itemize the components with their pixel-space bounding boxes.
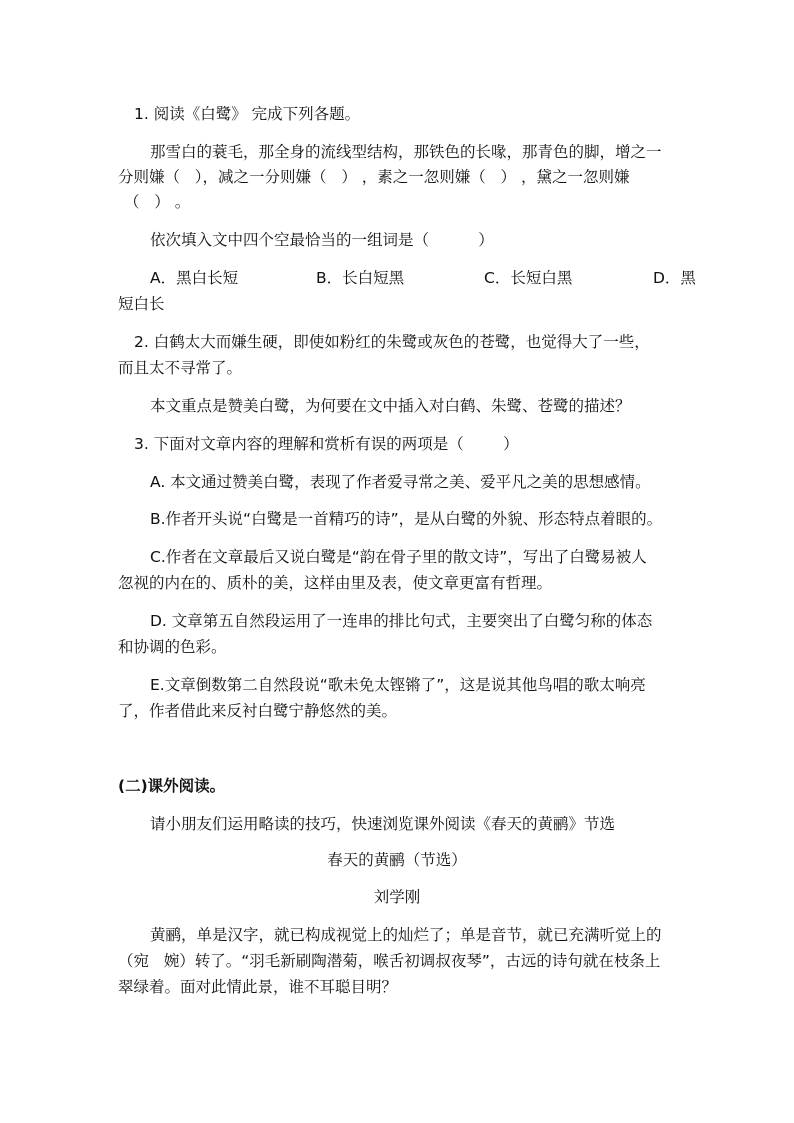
q1-option-c: C．长短白黑: [484, 269, 573, 287]
q3-option-b: B.作者开头说“白鹭是一首精巧的诗”，是从白鹭的外貌、形态特点着眼的。: [150, 510, 663, 528]
article-body-line-2: （宛 婉）转了。“羽毛新刷陶潜菊，喉舌初调叔夜琴”，古远的诗句就在枝条上: [118, 952, 661, 970]
q3-option-e-line-1: E.文章倒数第二自然段说“歌未免太铿锵了”，这是说其他鸟唱的歌太响亮: [150, 676, 646, 694]
article-author: 刘学刚: [373, 888, 421, 906]
q3-option-c-line-2: 忽视的内在的、质朴的美，这样由里及表，使文章更富有哲理。: [118, 574, 553, 592]
q1-question: 依次填入文中四个空最恰当的一组词是（ ）: [150, 231, 494, 249]
article-body-line-1: 黄鹂，单是汉字，就已构成视觉上的灿烂了；单是音节，就已充满听觉上的: [150, 926, 662, 944]
q1-options-row: [120, 268, 720, 288]
question-2-question: 本文重点是赞美白鹭，为何要在文中插入对白鹤、朱鹭、苍鹭的描述？: [150, 397, 631, 415]
question-1-title: 1. 阅读《白鹭》 完成下列各题。: [134, 105, 361, 123]
article-body-line-3: 翠绿着。面对此情此景，谁不耳聪目明？: [118, 978, 398, 996]
q1-passage-line-3: （ ） 。: [124, 193, 191, 211]
q1-passage-line-1: 那雪白的蓑毛，那全身的流线型结构，那铁色的长喙，那青色的脚，增之一: [150, 143, 662, 161]
article-title: 春天的黄鹂（节选）: [327, 851, 467, 869]
q3-option-d-line-2: 和协调的色彩。: [118, 638, 227, 656]
q1-option-a: A．黑白长短: [150, 269, 239, 287]
q1-option-d-continued: 短白长: [118, 295, 165, 313]
q1-passage-line-2: 分则嫌（ ），减之一分则嫌（ ） ，素之一忽则嫌（ ） ，黛之一忽则嫌: [118, 168, 630, 186]
question-2-line-1: 2. 白鹤太大而嫌生硬，即使如粉红的朱鹭或灰色的苍鹭，也觉得大了一些，: [134, 333, 650, 351]
q3-option-e-line-2: 了，作者借此来反衬白鹭宁静悠然的美。: [118, 702, 398, 720]
q3-option-d-line-1: D. 文章第五自然段运用了一连串的排比句式，主要突出了白鹭匀称的体态: [150, 612, 653, 630]
question-3-title: 3. 下面对文章内容的理解和赏析有误的两项是（ ）: [134, 435, 519, 453]
question-2-line-2: 而且太不寻常了。: [118, 359, 243, 377]
q3-option-c-line-1: C.作者在文章最后又说白鹭是“韵在骨子里的散文诗”，写出了白鹭易被人: [150, 548, 647, 566]
section-2-intro: 请小朋友们运用略读的技巧，快速浏览课外阅读《春天的黄鹂》节选: [150, 815, 616, 833]
section-2-heading: (二)课外阅读。: [118, 777, 226, 795]
q1-option-b: B．长白短黑: [316, 269, 405, 287]
q3-option-a: A. 本文通过赞美白鹭，表现了作者爱寻常之美、爱平凡之美的思想感情。: [150, 473, 651, 491]
q1-option-d: D．黑: [653, 269, 696, 287]
